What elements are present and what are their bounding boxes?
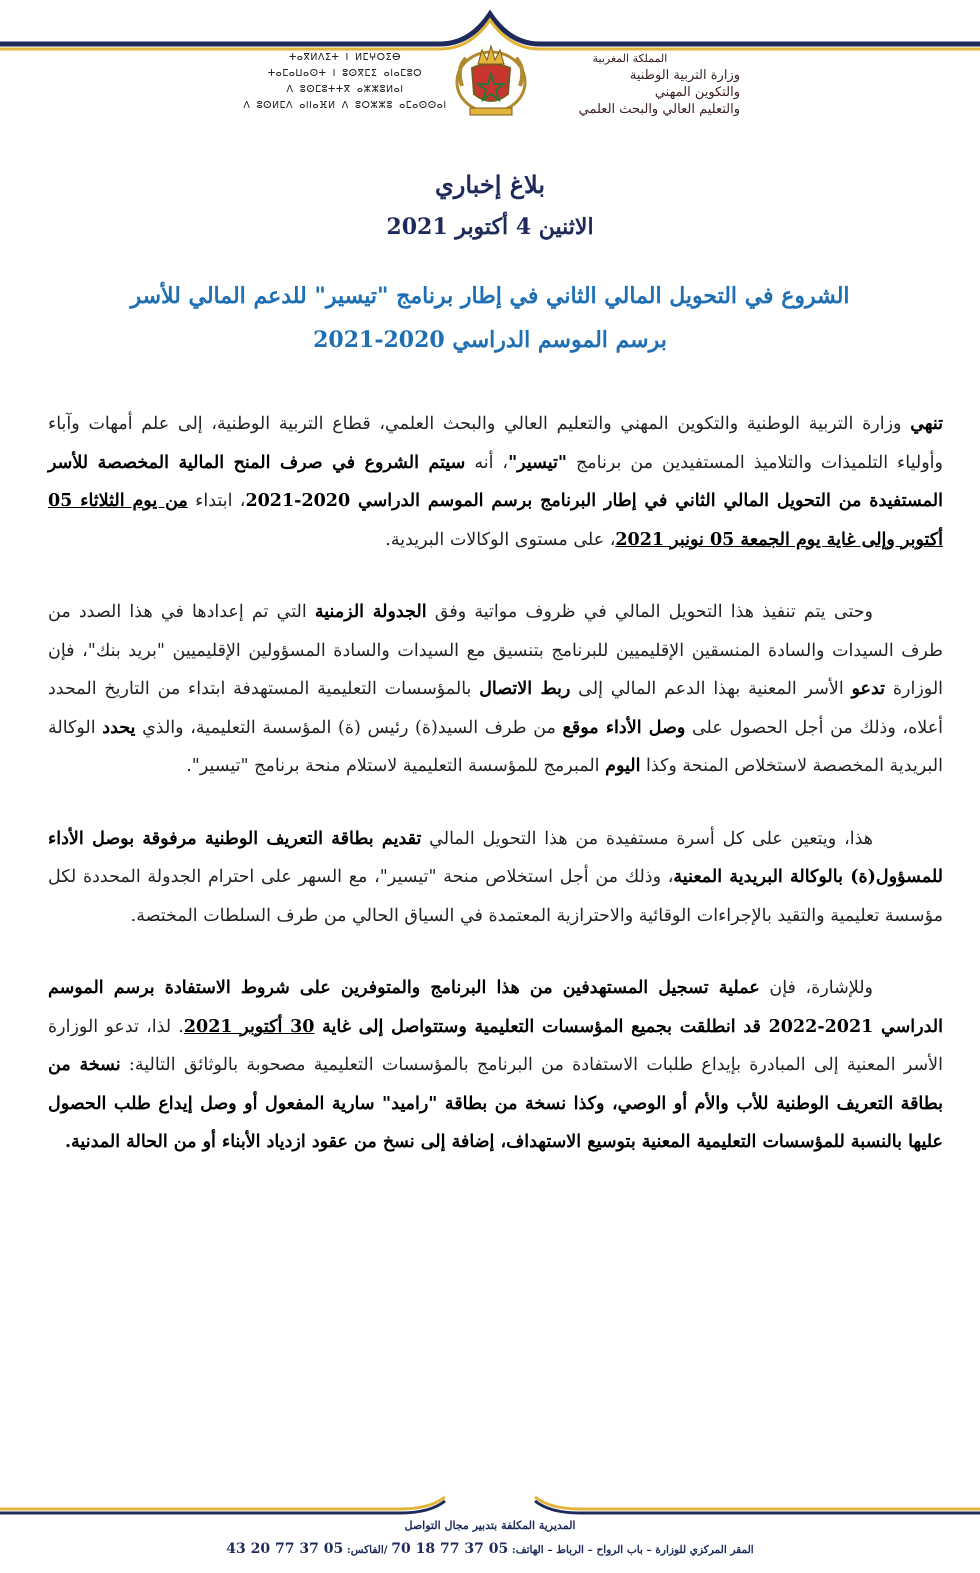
ministry-ar-line: المملكة المغربية bbox=[592, 52, 668, 65]
paragraph-registration bbox=[48, 969, 943, 1162]
footer-fax-label: /الفاكس: bbox=[343, 1544, 392, 1556]
document-type: بلاغ إخباري bbox=[434, 170, 546, 199]
ministry-ar-line: وزارة التربية الوطنية bbox=[629, 68, 740, 83]
footer-phone: 05 37 77 18 70 bbox=[391, 1541, 509, 1557]
document-headline bbox=[130, 274, 850, 362]
text-bold: وصل الأداء موقع bbox=[562, 717, 686, 738]
ministry-tf-line: ⴷ ⵓⵙⵎⵓⵜⵜⴳ ⴰⵣⵣⵓⵍⴰⵏ bbox=[286, 84, 404, 95]
headline-line-2: برسم الموسم الدراسي 2020-2021 bbox=[313, 327, 667, 353]
paragraph-requirements bbox=[48, 820, 943, 936]
text: وزارة التربية الوطنية والتكوين المهني والتعليم العالي والبحث العلمي، قطاع التربية الوطنية، إلى علم أمهات وآباء وأولياء التلميذات والتلاميذ المستفيدين من برنامج bbox=[48, 414, 943, 473]
footer-address: المقر المركزي للوزارة – باب الرواح – الرباط – الهاتف: bbox=[508, 1544, 754, 1556]
text-bold: تدعو bbox=[851, 679, 886, 699]
text-bold: عملية تسجيل المستهدفين من هذا البرنامج والمتوفرين على شروط الاستفادة برسم الموسم الدراسي 2021-2022 قد انطلقت بجميع المؤسسات التعليمية وستتواصل إلى غاية bbox=[48, 978, 943, 1037]
text-bold-underlined: من يوم الثلاثاء 05 أكتوبر وإلى غاية يوم الجمعة 05 نونبر 2021 bbox=[48, 491, 943, 550]
paragraph-announcement bbox=[48, 405, 943, 559]
footer-fax: 05 37 77 20 43 bbox=[226, 1541, 344, 1557]
headline-line-1: الشروع في التحويل المالي الثاني في إطار برنامج "تيسير" للدعم المالي للأسر bbox=[130, 283, 850, 309]
footer-department: المديرية المكلفة بتدبير مجال التواصل bbox=[404, 1519, 576, 1532]
text: التي تم إعدادها في هذا الصدد من طرف السيدات والسادة المنسقين الإقليميين للبرنامج بتنسيق مع السيدات والسادة المسؤولين الإقليميين "بريد بنك"، فإن الوزارة bbox=[48, 602, 944, 699]
text: ، وذلك من أجل استخلاص منحة "تيسير"، مع السهر على احترام الجدولة المحددة لكل مؤسسة تعليمية والتقيد بالإجراءات الوقائية والاحترازية المعتمدة في السياق الحالي من طرف السلطات المختصة. bbox=[48, 867, 943, 926]
text: ، أنه bbox=[465, 452, 509, 473]
text-bold: اليوم bbox=[605, 756, 641, 776]
document-date: الاثنين 4 أكتوبر 2021 bbox=[386, 214, 594, 240]
text: الأسر المعنية بهذا الدعم المالي إلى bbox=[570, 679, 852, 699]
text-bold: ربط الاتصال bbox=[479, 679, 571, 699]
document-body bbox=[48, 405, 943, 1196]
text: ، ابتداء bbox=[187, 491, 246, 511]
text: . لذا، تدعو الوزارة الأسر المعنية إلى المبادرة بإيداع طلبات الاستفادة من البرنامج بالمؤسسات التعليمية مصحوبة بالوثائق التالية: bbox=[48, 1016, 943, 1075]
text: وحتى يتم تنفيذ هذا التحويل المالي في ظروف مواتية وفق bbox=[426, 602, 874, 622]
footer bbox=[0, 1515, 980, 1562]
ministry-tf-line: ⴷ ⵓⵙⵍⵎⴷ ⴰⵏⵏⴰⴼⵍ ⴷ ⵓⵔⵣⵣⵓ ⴰⵎⴰⵙⵙⴰⵏ bbox=[243, 100, 447, 111]
text: وللإشارة، فإن bbox=[759, 978, 874, 998]
text: ، على مستوى الوكالات البريدية. bbox=[385, 529, 616, 550]
text-bold-underlined: 30 أكتوبر 2021 bbox=[183, 1016, 315, 1037]
ministry-name-tifinagh bbox=[230, 50, 460, 114]
ministry-ar-line: والتكوين المهني bbox=[654, 85, 740, 100]
text: من طرف السيد(ة) رئيس (ة) المؤسسة التعليمية، والذي bbox=[135, 717, 563, 738]
text-bold: الجدولة الزمنية bbox=[314, 602, 427, 622]
footer-contact bbox=[0, 1537, 980, 1562]
text-bold: سيتم الشروع في صرف المنح المالية المخصصة للأسر المستفيدة من التحويل المالي الثاني في إطار البرنامج برسم الموسم الدراسي 2020-2021 bbox=[48, 452, 943, 511]
paragraph-schedule bbox=[48, 593, 943, 786]
text-bold: "تيسير" bbox=[508, 452, 567, 473]
text-bold: يحدد bbox=[102, 717, 136, 738]
royal-coat-of-arms-icon bbox=[452, 38, 530, 118]
text: الوكالة البريدية المخصصة لاستخلاص المنحة وكذا bbox=[48, 717, 943, 776]
text: هذا، ويتعين على كل أسرة مستفيدة من هذا التحويل المالي bbox=[421, 828, 873, 849]
text-bold: نسخة من بطاقة التعريف الوطنية للأب والأم أو الوصي، وكذا نسخة من بطاقة "راميد" سارية المفعول أو وصل إيداع طلب الحصول عليها بالنسبة للمؤسسات التعليمية المعنية بتوسيع الاستهداف، إضافة إلى نسخ من عقود ازدياد الأبناء أو من الحالة المدنية. bbox=[48, 1055, 943, 1152]
text-bold: تقديم بطاقة التعريف الوطنية مرفوقة بوصل الأداء للمسؤول(ة) بالوكالة البريدية المعنية bbox=[48, 828, 943, 887]
text-bold: تنهي bbox=[910, 414, 943, 434]
ministry-name-arabic bbox=[520, 50, 740, 118]
ministry-ar-line: والتعليم العالي والبحث العلمي bbox=[578, 102, 740, 117]
ministry-tf-line: ⵜⴰⵎⴰⵡⴰⵙⵜ ⵏ ⵓⵙⴳⵎⵉ ⴰⵏⴰⵎⵓⵔ bbox=[267, 68, 423, 79]
text: المبرمج للمؤسسة التعليمية لاستلام منحة برنامج "تيسير". bbox=[186, 756, 606, 776]
document-titles bbox=[0, 170, 980, 362]
text: بالمؤسسات التعليمية المستهدفة ابتداء من التاريخ المحدد أعلاه، وذلك من أجل الحصول على bbox=[48, 679, 943, 738]
ministry-tf-line: ⵜⴰⴳⵍⴷⵉⵜ ⵏ ⵍⵎⵖⵔⵉⴱ bbox=[288, 52, 402, 63]
